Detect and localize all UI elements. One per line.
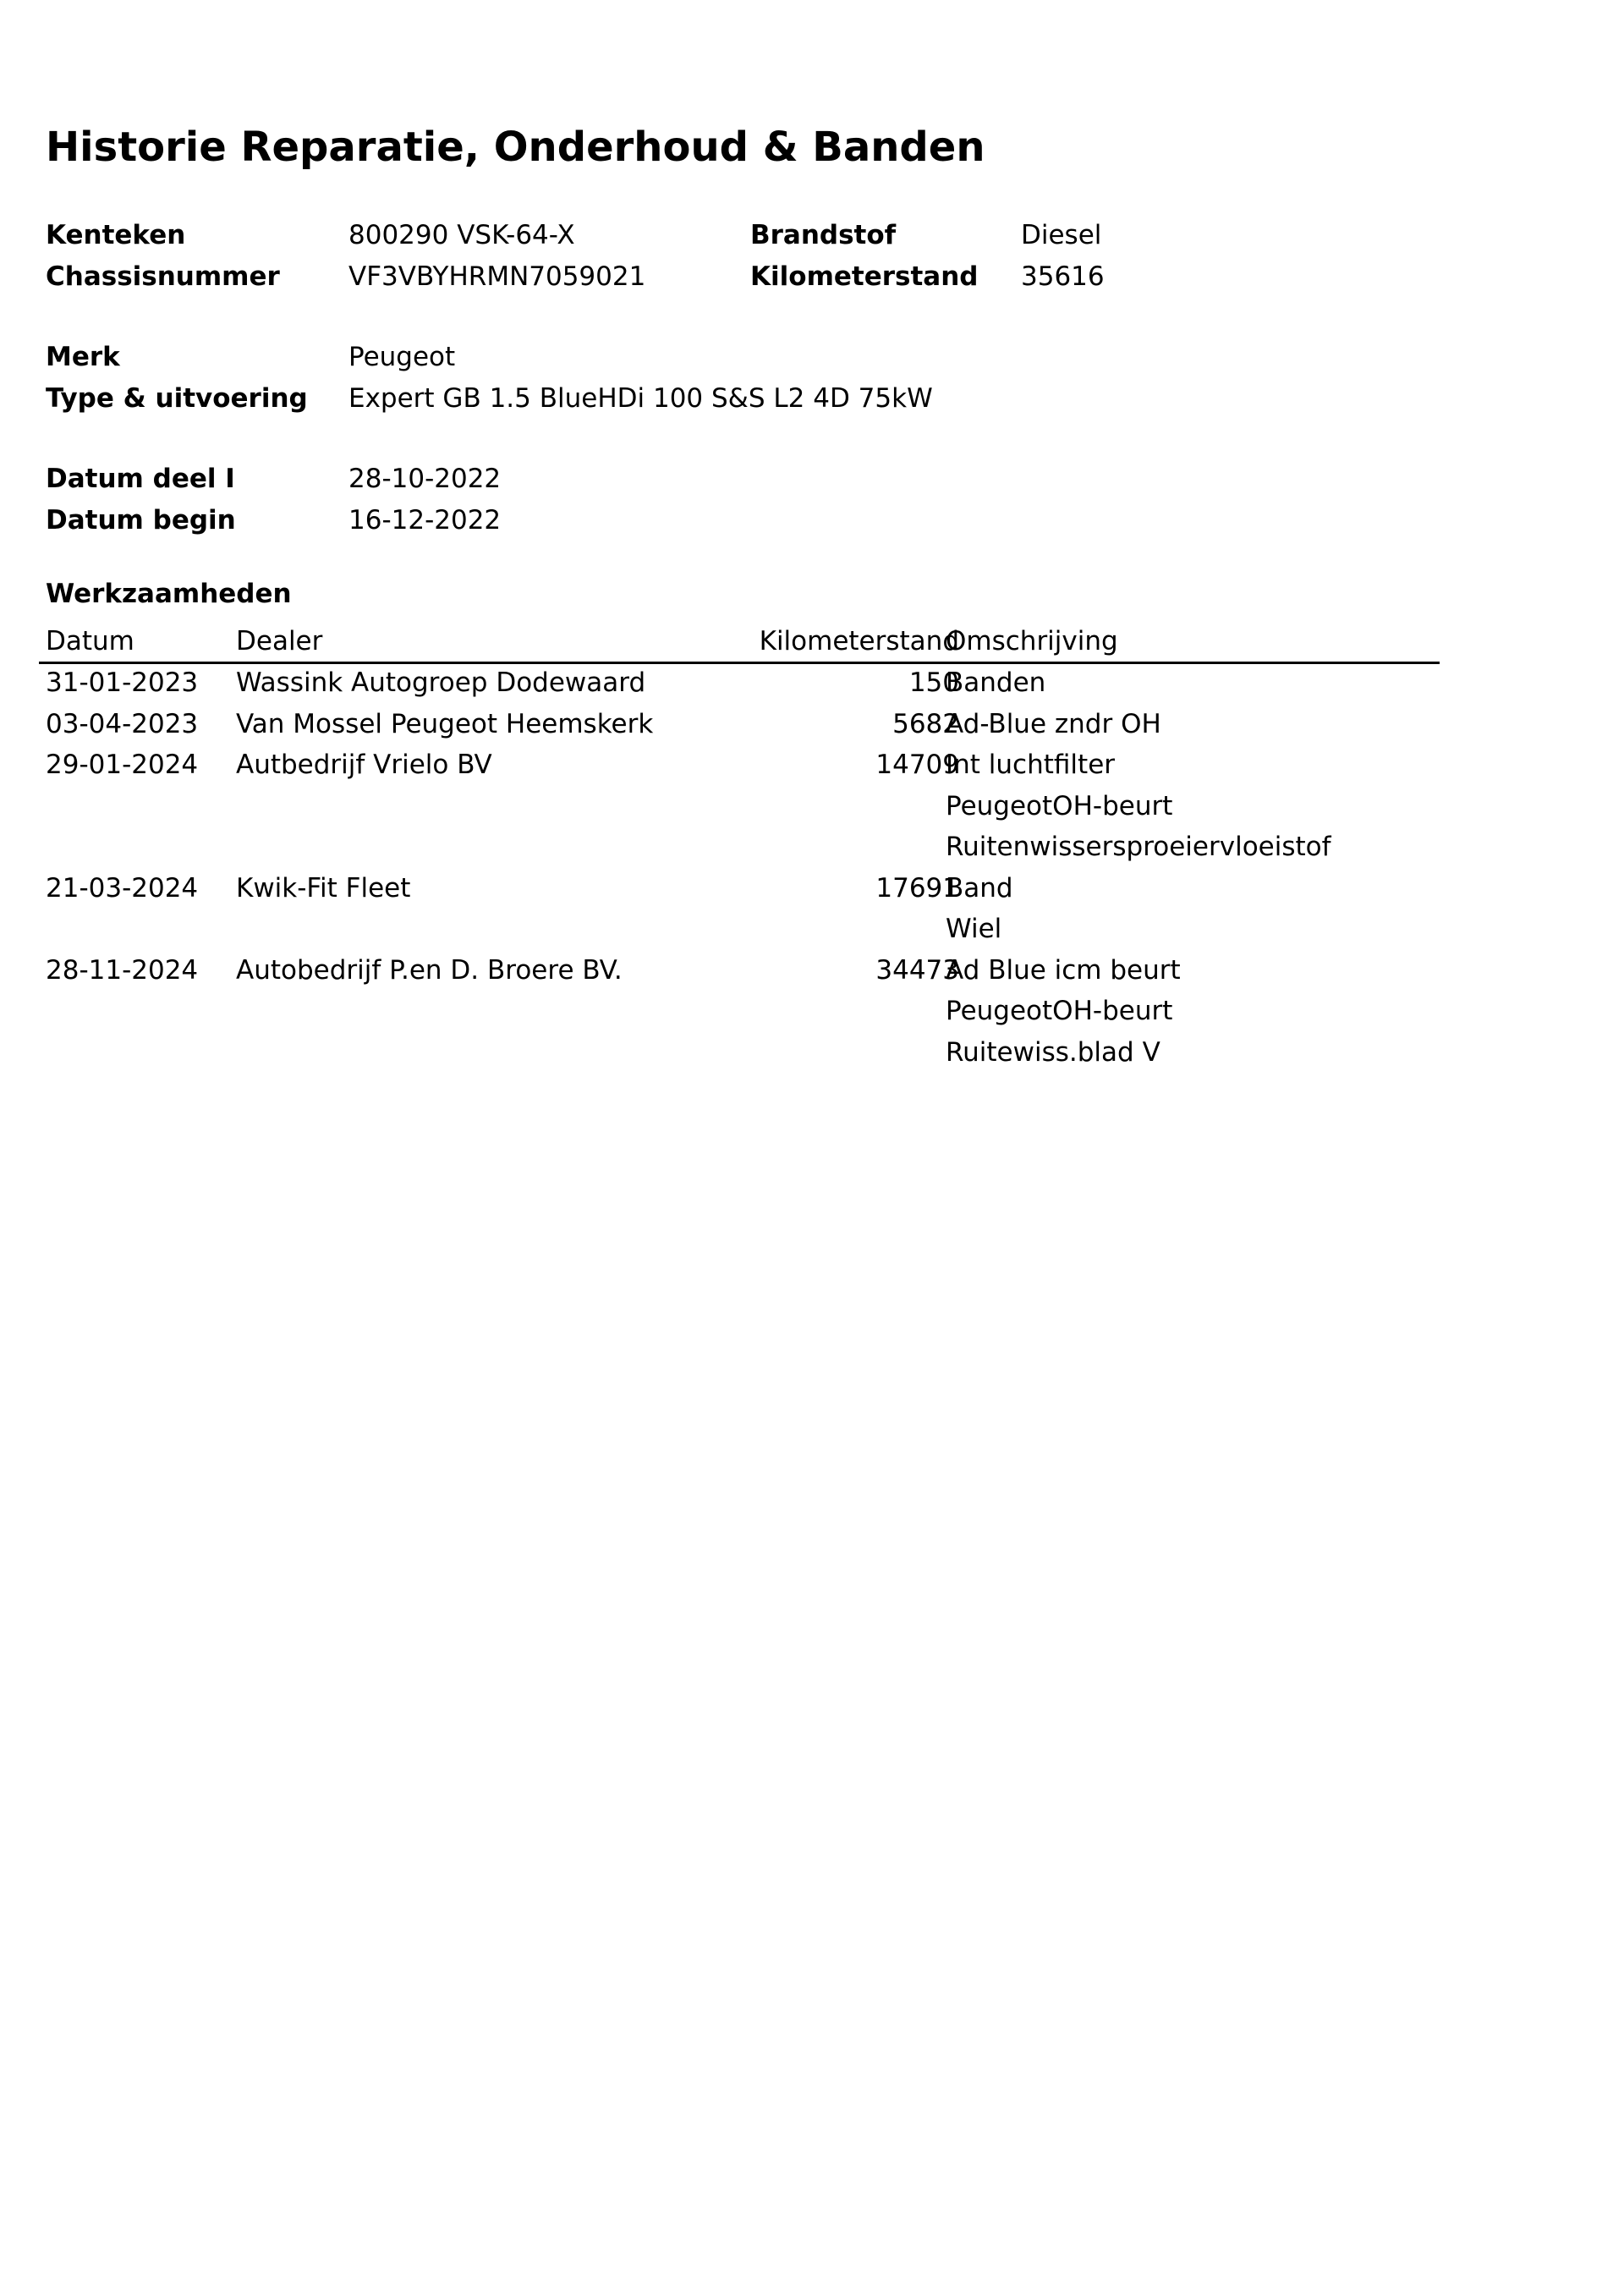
- row-kilometerstand: 34473: [875, 954, 959, 986]
- row-kilometerstand: 14709: [875, 750, 959, 780]
- row-kilometerstand: 150: [908, 667, 959, 698]
- row-kilometerstand: 17691: [875, 872, 959, 904]
- column-header-km: Kilometerstand: [759, 626, 959, 656]
- datum-begin-label: Datum begin: [46, 505, 236, 536]
- row-descriptions: [946, 666, 1045, 707]
- chassisnummer-label: Chassisnummer: [46, 261, 280, 292]
- row-date: 21-03-2024: [46, 872, 199, 904]
- brandstof-label: Brandstof: [750, 220, 897, 250]
- kenteken-label: Kenteken: [46, 220, 186, 250]
- work-section-heading: Werkzaamheden: [46, 579, 292, 609]
- row-description: PeugeotOH-beurt: [946, 996, 1173, 1026]
- datum-deel-label: Datum deel I: [46, 464, 235, 494]
- column-header-description: Omschrijving: [946, 626, 1118, 656]
- column-header-dealer: Dealer: [236, 626, 323, 656]
- work-table-header: [39, 624, 1440, 664]
- merk-label: Merk: [46, 342, 120, 372]
- row-description: Wiel: [946, 914, 1002, 944]
- row-dealer: Kwik-Fit Fleet: [236, 872, 411, 904]
- row-dealer: Autobedrijf P.en D. Broere BV.: [236, 954, 623, 986]
- kilometerstand-value: 35616: [1021, 261, 1105, 292]
- table-row: [39, 707, 1440, 749]
- table-row: [39, 748, 1440, 871]
- row-description: Ruitenwissersproeiervloeistof: [946, 832, 1331, 862]
- page-title: Historie Reparatie, Onderhoud & Banden: [46, 124, 985, 171]
- row-dealer: Autbedrijf Vrielo BV: [236, 750, 492, 780]
- row-date: 03-04-2023: [46, 708, 199, 739]
- merk-value: Peugeot: [348, 342, 456, 372]
- row-description: Ad Blue icm beurt: [946, 954, 1181, 986]
- row-description: Banden: [946, 667, 1046, 698]
- table-row: [39, 871, 1440, 953]
- datum-begin-value: 16-12-2022: [348, 505, 502, 536]
- row-dealer: Wassink Autogroep Dodewaard: [236, 667, 646, 698]
- chassisnummer-value: VF3VBYHRMN7059021: [348, 261, 646, 292]
- row-description: PeugeotOH-beurt: [946, 790, 1173, 821]
- row-descriptions: [946, 953, 1181, 1077]
- work-table-body: [39, 666, 1440, 1076]
- table-row: [39, 666, 1440, 707]
- table-row: [39, 953, 1440, 1077]
- row-description: Ruitewiss.blad V: [946, 1036, 1160, 1068]
- brandstof-value: Diesel: [1021, 220, 1102, 250]
- row-dealer: Van Mossel Peugeot Heemskerk: [236, 708, 654, 739]
- column-header-date: Datum: [46, 626, 134, 656]
- row-descriptions: [946, 871, 1013, 953]
- row-descriptions: [946, 707, 1161, 749]
- row-date: 28-11-2024: [46, 954, 199, 986]
- row-kilometerstand: 5682: [892, 708, 959, 739]
- kenteken-value: 800290 VSK-64-X: [348, 220, 575, 250]
- datum-deel-value: 28-10-2022: [348, 464, 502, 494]
- kilometerstand-label: Kilometerstand: [750, 261, 979, 292]
- row-date: 29-01-2024: [46, 750, 199, 780]
- type-label: Type & uitvoering: [46, 383, 308, 414]
- row-description: Ad-Blue zndr OH: [946, 708, 1161, 739]
- type-value: Expert GB 1.5 BlueHDi 100 S&S L2 4D 75kW: [348, 383, 933, 414]
- row-date: 31-01-2023: [46, 667, 199, 698]
- row-descriptions: [946, 748, 1331, 871]
- row-description: Band: [946, 872, 1013, 904]
- row-description: Int luchtfilter: [946, 750, 1116, 780]
